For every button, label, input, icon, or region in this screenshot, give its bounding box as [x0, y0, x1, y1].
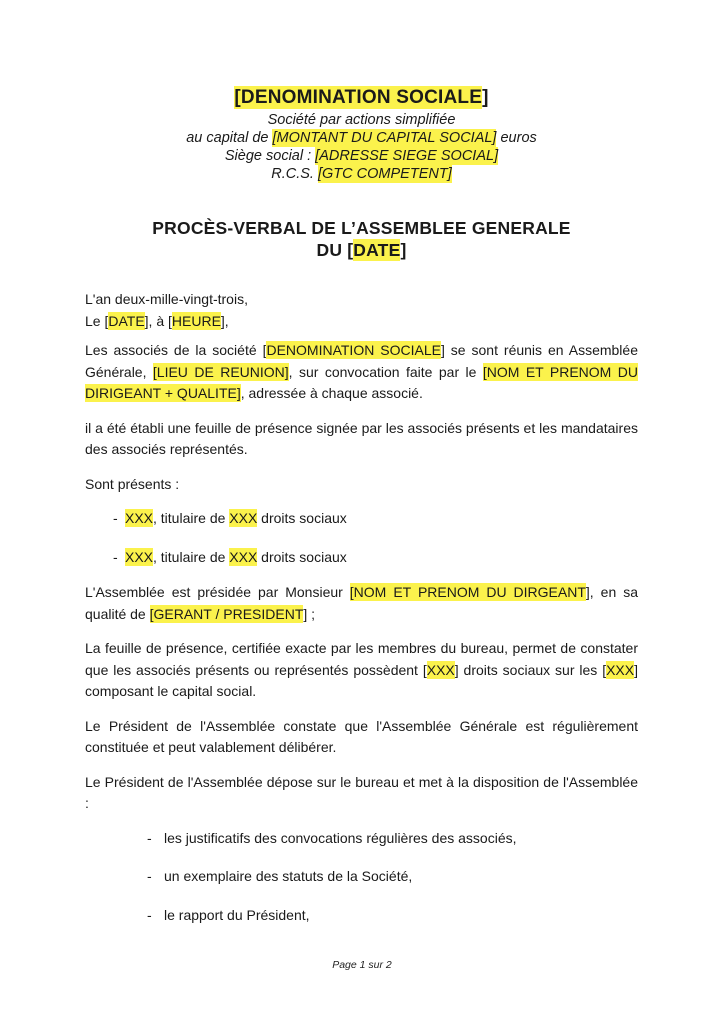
list-item: [113, 547, 638, 569]
company-rcs-line: R.C.S. [GTC COMPETENT]: [271, 166, 452, 182]
dash-marker: -: [113, 510, 118, 526]
document-title: [85, 217, 638, 261]
dash-marker: -: [147, 868, 152, 884]
opening-year-line: L'an deux-mille-vingt-trois,: [85, 291, 248, 307]
page-footer: [0, 958, 724, 972]
company-capital-line: au capital de [MONTANT DU CAPITAL SOCIAL] euros: [186, 130, 537, 146]
present-associate-text: XXX, titulaire de XXX droits sociaux: [125, 548, 347, 565]
paragraph-chairman: L'Assemblée est présidée par Monsieur [NOM ET PRENOM DU DIRGEANT], en sa qualité de [GERANT / PRESIDENT] ;: [85, 584, 638, 622]
deposited-document-text: le rapport du Président,: [164, 906, 310, 923]
list-item: [147, 866, 638, 888]
list-item: [113, 508, 638, 530]
list-item: [147, 828, 638, 850]
present-associate-text: XXX, titulaire de XXX droits sociaux: [125, 510, 347, 526]
present-associates-list: [85, 508, 638, 568]
document-title-line-1: PROCÈS-VERBAL DE L’ASSEMBLEE GENERALE: [152, 218, 571, 238]
paragraph-documents-deposited: Le Président de l'Assemblée dépose sur le bureau et met à la disposition de l'Assemblée :: [85, 773, 638, 811]
paragraph-attendance-sheet: il a été établi une feuille de présence signée par les associés présents et les mandataires des associés représentés.: [85, 419, 638, 457]
company-name-line: [DENOMINATION SOCIALE]: [234, 87, 489, 108]
paragraph-attendance-certified: La feuille de présence, certifiée exacte par les membres du bureau, permet de constater que les associés présents ou représentés possèdent [XXX] droits sociaux sur les [XXX] composant le capital social.: [85, 640, 638, 699]
deposited-document-text: un exemplaire des statuts de la Société,: [164, 868, 413, 884]
paragraph-opening-date: [85, 289, 638, 332]
dash-marker: -: [147, 906, 152, 923]
dash-marker: -: [113, 548, 118, 565]
document-body: [85, 289, 638, 926]
document-title-line-2: DU [DATE]: [316, 240, 407, 260]
deposited-documents-list: [85, 828, 638, 927]
opening-date-time-line: Le [DATE], à [HEURE],: [85, 312, 229, 329]
deposited-document-text: les justificatifs des convocations régulières des associés,: [164, 829, 517, 846]
dash-marker: -: [147, 829, 152, 846]
page-number: Page 1 sur 2: [332, 959, 392, 971]
paragraph-convocation: Les associés de la société [DENOMINATION SOCIALE] se sont réunis en Assemblée Générale, [LIEU DE REUNION], sur convocation faite par le [NOM ET PRENOM DU DIRIGEANT + QUALITE], adressée à chaque associé.: [85, 342, 638, 401]
company-legal-form-line: Société par actions simplifiée: [267, 112, 456, 128]
company-address-line: Siège social : [ADRESSE SIEGE SOCIAL]: [224, 148, 499, 164]
paragraph-quorum: Le Président de l'Assemblée constate que l'Assemblée Générale est régulièrement constituée et peut valablement délibérer.: [85, 717, 638, 755]
paragraph-present-heading: Sont présents :: [85, 475, 180, 492]
list-item: [147, 905, 638, 927]
company-header: [85, 86, 638, 183]
